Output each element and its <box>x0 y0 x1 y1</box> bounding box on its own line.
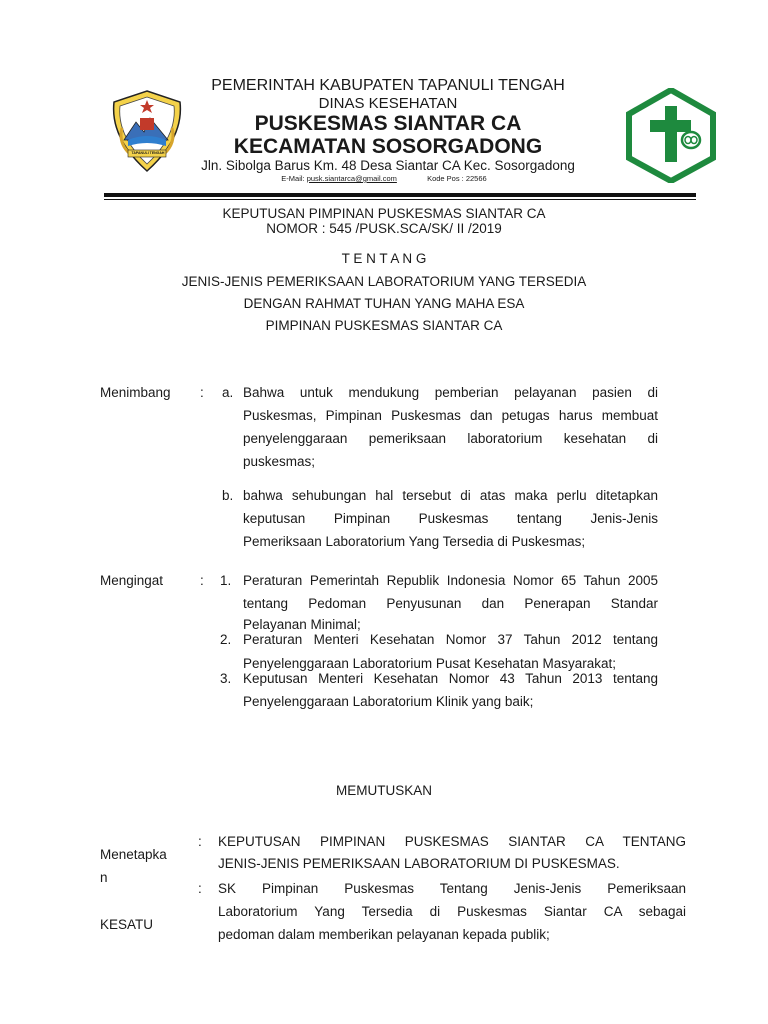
mengingat-colon: : <box>200 573 204 588</box>
mengingat-item-line: Pelayanan Minimal; <box>243 617 361 632</box>
mengingat-item-line: Peraturan Menteri Kesehatan Nomor 37 Tahun 2012 tentang <box>243 632 658 647</box>
kesatu-line: pedoman dalam memberikan pelayanan kepada publik; <box>218 927 550 942</box>
menetapkan-line: JENIS-JENIS PEMERIKSAAN LABORATORIUM DI PUSKESMAS. <box>218 856 620 871</box>
mengingat-item-marker: 3. <box>220 671 232 686</box>
emblem-text: TAPANULI TENGAH <box>131 151 165 155</box>
mengingat-item-marker: 2. <box>220 632 232 647</box>
menimbang-label: Menimbang <box>100 385 171 400</box>
address-line: Jln. Sibolga Barus Km. 48 Desa Siantar CA Kec. Sosorgadong <box>201 158 575 173</box>
pimpinan-line: PIMPINAN PUSKESMAS SIANTAR CA <box>265 318 503 333</box>
menimbang-colon: : <box>200 385 204 400</box>
tentang-heading: T E N T A N G <box>341 251 427 266</box>
kesatu-line: Laboratorium Yang Tersedia di Puskesmas Siantar CA sebagai <box>218 904 686 919</box>
decree-title: KEPUTUSAN PIMPINAN PUSKESMAS SIANTAR CA <box>222 206 546 221</box>
menimbang-a-line: Puskesmas, Pimpinan Puskesmas dan petugas harus membuat <box>243 408 658 423</box>
memutuskan-heading: MEMUTUSKAN <box>335 783 432 798</box>
menimbang-b-line: Pemeriksaan Laboratorium Yang Tersedia di Puskesmas; <box>243 534 586 549</box>
menimbang-b-line: bahwa sehubungan hal tersebut di atas maka perlu ditetapkan <box>243 488 658 503</box>
email-address: pusk.siantarca@gmail.com <box>306 174 397 183</box>
menimbang-a-line: penyelenggaraan pemeriksaan laboratorium kesehatan di <box>243 431 658 446</box>
menetapkan-label-cont: n <box>100 870 108 885</box>
menetapkan-colon: : <box>198 834 202 849</box>
postal-code: Kode Pos : 22566 <box>427 174 487 183</box>
header-rule-thick <box>104 193 696 197</box>
menimbang-b-marker: b. <box>222 488 234 503</box>
menimbang-a-line: Bahwa untuk mendukung pemberian pelayanan pasien di <box>243 385 658 400</box>
mengingat-item-line: tentang Pedoman Penyusunan dan Penerapan Standar <box>243 596 658 611</box>
menimbang-a-marker: a. <box>222 385 234 400</box>
mengingat-item-line: Penyelenggaraan Laboratorium Pusat Kesehatan Masyarakat; <box>243 656 616 671</box>
mengingat-item-line: Keputusan Menteri Kesehatan Nomor 43 Tahun 2013 tentang <box>243 671 658 686</box>
kesatu-label: KESATU <box>100 917 154 932</box>
clinic-name: PUSKESMAS SIANTAR CA <box>254 112 522 135</box>
mengingat-item-line: Penyelenggaraan Laboratorium Klinik yang baik; <box>243 694 534 709</box>
menetapkan-label: Menetapka <box>100 847 167 862</box>
email-label: E-Mail: <box>281 174 305 183</box>
department-name: DINAS KESEHATAN <box>318 95 458 112</box>
decree-number: NOMOR : 545 /PUSK.SCA/SK/ II /2019 <box>266 221 502 236</box>
mengingat-item-marker: 1. <box>220 573 232 588</box>
decree-subject: JENIS-JENIS PEMERIKSAAN LABORATORIUM YANG TERSEDIA <box>181 274 587 289</box>
menimbang-a-line: puskesmas; <box>243 454 316 469</box>
menetapkan-line: KEPUTUSAN PIMPINAN PUSKESMAS SIANTAR CA TENTANG <box>218 834 686 849</box>
kesatu-colon: : <box>198 881 202 896</box>
kesatu-line: SK Pimpinan Puskesmas Tentang Jenis-Jenis Pemeriksaan <box>218 881 686 896</box>
menimbang-b-line: keputusan Pimpinan Puskesmas tentang Jenis-Jenis <box>243 511 658 526</box>
contact-line <box>0 174 768 183</box>
header-rule-thin <box>104 199 696 200</box>
rahmat-line: DENGAN RAHMAT TUHAN YANG MAHA ESA <box>243 296 525 311</box>
mengingat-label: Mengingat <box>100 573 164 588</box>
district-name: KECAMATAN SOSORGADONG <box>233 135 543 158</box>
mengingat-item-line: Peraturan Pemerintah Republik Indonesia Nomor 65 Tahun 2005 <box>243 573 658 588</box>
government-name: PEMERINTAH KABUPATEN TAPANULI TENGAH <box>211 77 565 94</box>
